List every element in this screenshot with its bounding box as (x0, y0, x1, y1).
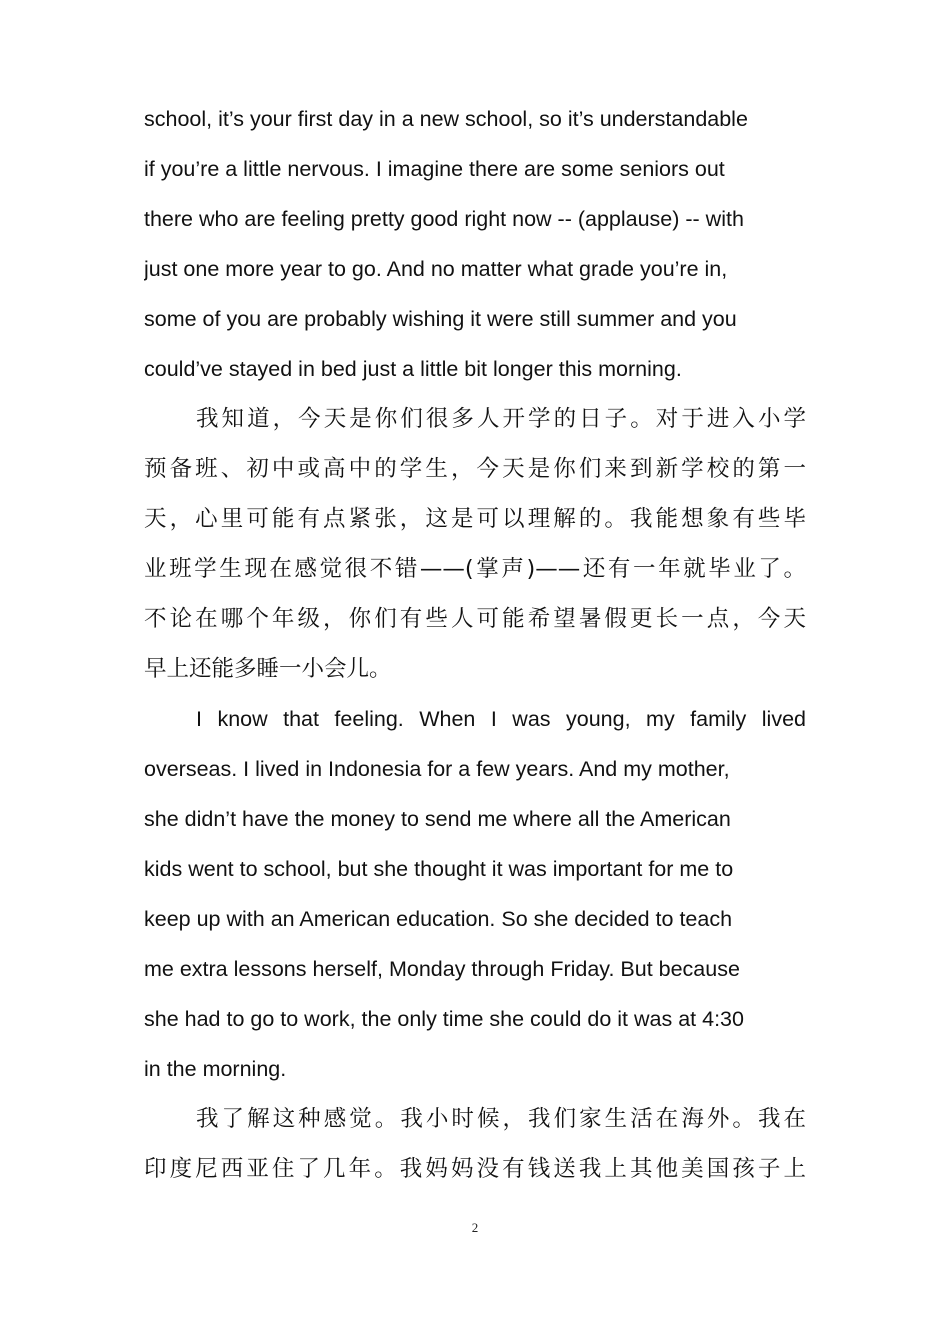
text-line: 我了解这种感觉。我小时候，我们家生活在海外。我在 (196, 1106, 806, 1132)
text-line: 不论在哪个年级，你们有些人可能希望暑假更长一点，今天 (144, 606, 806, 632)
text-line: 业班学生现在感觉很不错——(掌声)——还有一年就毕业了。 (144, 556, 806, 582)
text-line: 天，心里可能有点紧张，这是可以理解的。我能想象有些毕 (144, 506, 806, 532)
text-line: 预备班、初中或高中的学生，今天是你们来到新学校的第一 (144, 456, 806, 482)
text-line: could’ve stayed in bed just a little bit longer this morning. (144, 357, 682, 381)
text-line: 早上还能多睡一小会儿。 (144, 656, 392, 682)
text-line: 印度尼西亚住了几年。我妈妈没有钱送我上其他美国孩子上 (144, 1156, 806, 1182)
text-line: kids went to school, but she thought it was important for me to (144, 857, 734, 881)
text-line: just one more year to go. And no matter what grade you’re in, (144, 257, 728, 281)
text-line: I know that feeling. When I was young, my family lived (196, 707, 806, 731)
text-line: there who are feeling pretty good right now -- (applause) -- with (144, 207, 744, 231)
text-line: me extra lessons herself, Monday through Friday. But because (144, 957, 740, 981)
page-number: 2 (471, 1220, 479, 1235)
text-line: if you’re a little nervous. I imagine there are some seniors out (144, 157, 725, 181)
paragraph-english-1 (144, 94, 806, 1194)
text-line: she had to go to work, the only time she could do it was at 4:30 (144, 1007, 744, 1031)
text-line: 我知道，今天是你们很多人开学的日子。对于进入小学 (196, 406, 806, 432)
text-line: she didn’t have the money to send me where all the American (144, 807, 731, 831)
text-line: school, it’s your first day in a new school, so it’s understandable (144, 107, 748, 131)
text-line: keep up with an American education. So she decided to teach (144, 907, 733, 931)
text-line: some of you are probably wishing it were still summer and you (144, 307, 737, 331)
text-line: overseas. I lived in Indonesia for a few years. And my mother, (144, 757, 730, 781)
text-line: in the morning. (144, 1057, 287, 1081)
